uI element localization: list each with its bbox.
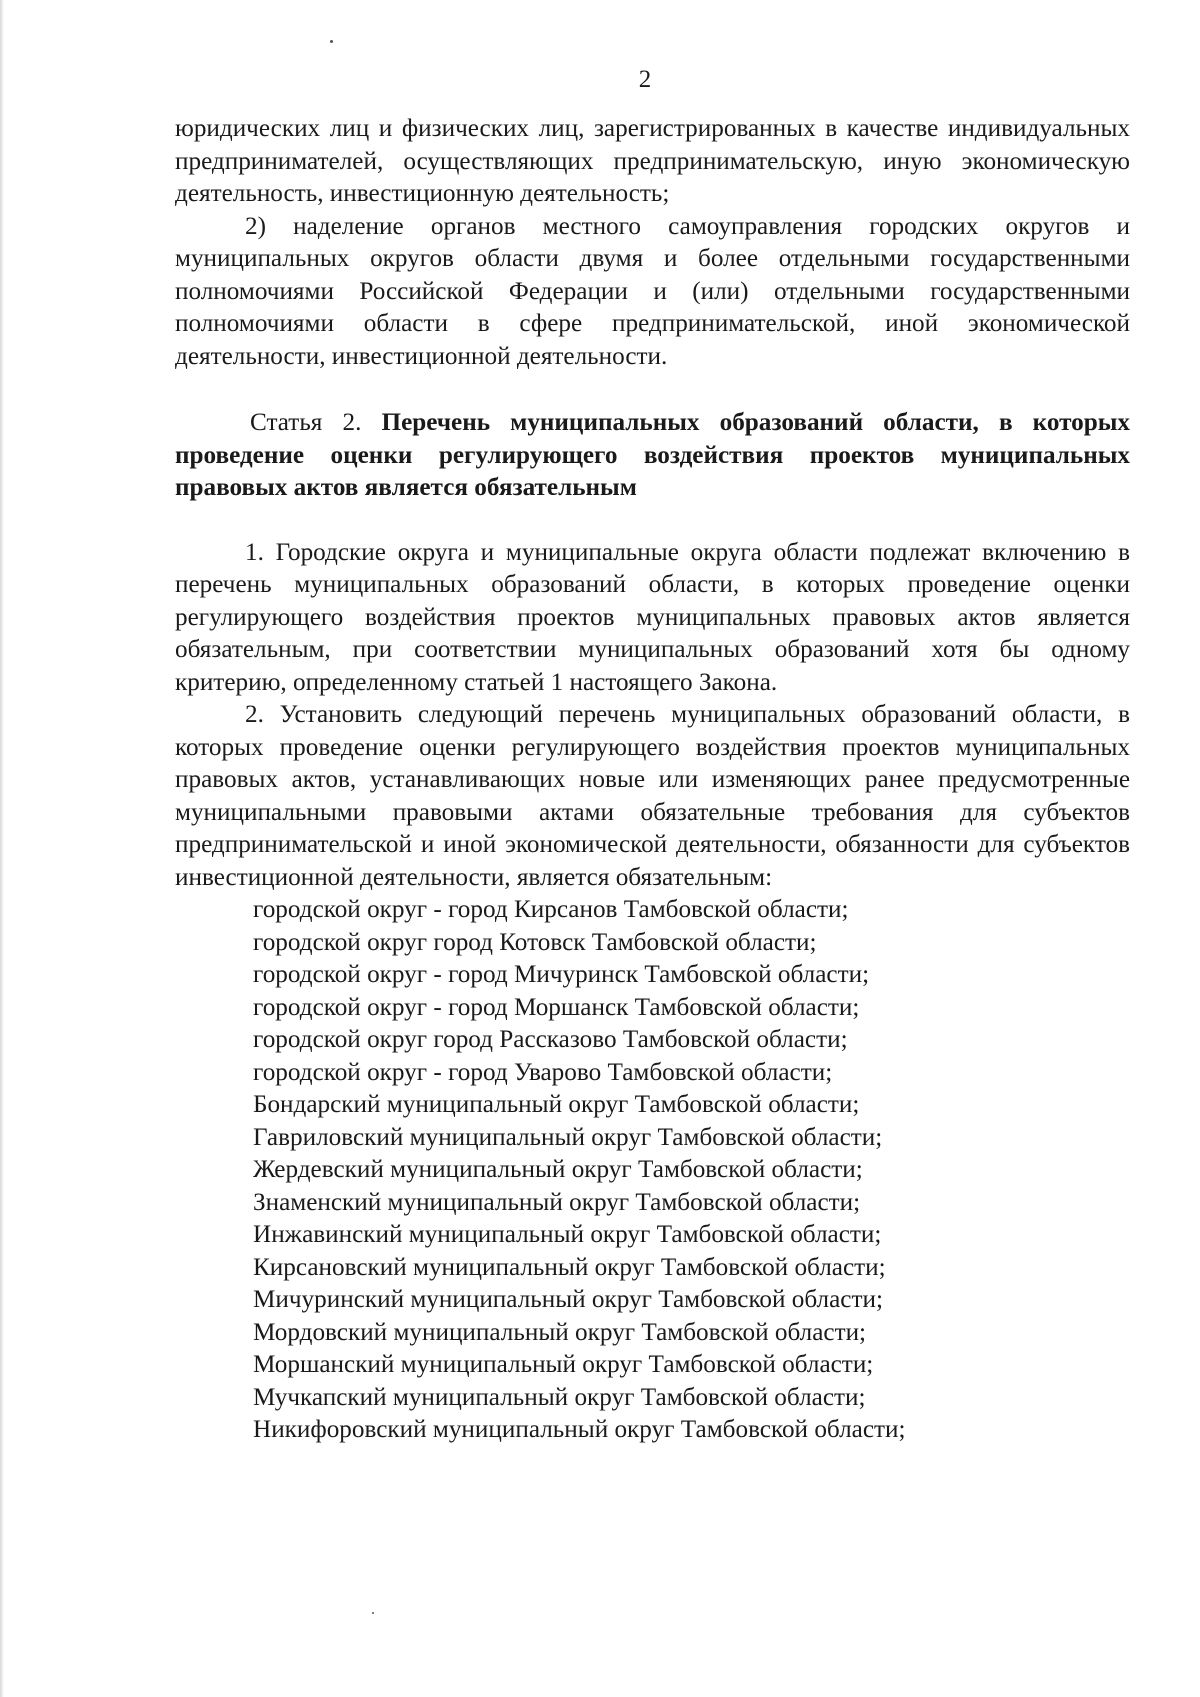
clause-2: 2. Установить следующий перечень муниципальных образований области, в которых проведение оценки регулирующего воздействия проектов муниципальных правовых актов, устанавливающих новые или изменяющих ранее предусмотренные муниципальными правовыми актами обязательные требования для субъектов предпринимательской и иной экономической деятельности, обязанности для субъектов инвестиционной деятельности, является обязательным: (175, 701, 1130, 891)
scan-speck (372, 1612, 374, 1614)
paragraph-continuation: юридических лиц и физических лиц, зарегистрированных в качестве индивидуальных предпринимателей, осуществляющих предпринимательскую, иную экономическую деятельность, инвестиционную деятельность; (175, 115, 1130, 207)
list-item: Гавриловский муниципальный округ Тамбовской области; (253, 1123, 883, 1151)
scan-speck (330, 40, 333, 43)
list-item: городской округ город Котовск Тамбовской области; (253, 928, 817, 956)
list-item: городской округ город Рассказово Тамбовской области; (253, 1026, 848, 1053)
list-item: городской округ - город Уварово Тамбовской области; (253, 1058, 833, 1086)
article-title: Перечень муниципальных образований области, в которых проведение оценки регулирующего воздействия проектов муниципальных правовых актов является обязательным (175, 409, 1130, 501)
list-item: Мордовский муниципальный округ Тамбовской области; (253, 1318, 867, 1346)
list-item: Мичуринский муниципальный округ Тамбовской области; (253, 1286, 883, 1313)
list-item: Мучкапский муниципальный округ Тамбовской области; (253, 1383, 866, 1411)
municipality-list (175, 894, 1130, 1447)
list-item: Знаменский муниципальный округ Тамбовской области; (253, 1188, 861, 1216)
article-heading (175, 407, 1130, 505)
clause-1: 1. Городские округа и муниципальные округа области подлежат включению в перечень муниципальных образований области, в которых проведение оценки регулирующего воздействия проектов муниципальных правовых актов является обязательным, при соответствии муниципальных образований хотя бы одному критерию, определенному статьей 1 настоящего Закона. (175, 538, 1130, 696)
list-item: Никифоровский муниципальный округ Тамбовской области; (253, 1416, 906, 1443)
scan-edge-shadow (0, 0, 4, 1697)
list-item: городской округ - город Кирсанов Тамбовской области; (253, 896, 849, 923)
paragraph-item-2: 2) наделение органов местного самоуправления городских округов и муниципальных округов области двумя и более отдельными государственными полномочиями Российской Федерации и (или) отдельными государственными полномочиями области в сфере предпринимательской, иной экономической деятельности, инвестиционной деятельности. (175, 212, 1130, 370)
list-item: городской округ - город Мичуринск Тамбовской области; (253, 961, 870, 988)
document-body (175, 113, 1130, 1447)
list-item: Инжавинский муниципальный округ Тамбовской области; (253, 1221, 882, 1248)
list-item: Моршанский муниципальный округ Тамбовской области; (253, 1351, 874, 1378)
list-item: Кирсановский муниципальный округ Тамбовской области; (253, 1253, 886, 1281)
list-item: Жердевский муниципальный округ Тамбовской области; (253, 1156, 863, 1183)
page-number: 2 (638, 66, 652, 93)
list-item: городской округ - город Моршанск Тамбовской области; (253, 993, 860, 1021)
article-prefix: Статья 2. (250, 409, 362, 436)
list-item: Бондарский муниципальный округ Тамбовской области; (253, 1091, 860, 1118)
